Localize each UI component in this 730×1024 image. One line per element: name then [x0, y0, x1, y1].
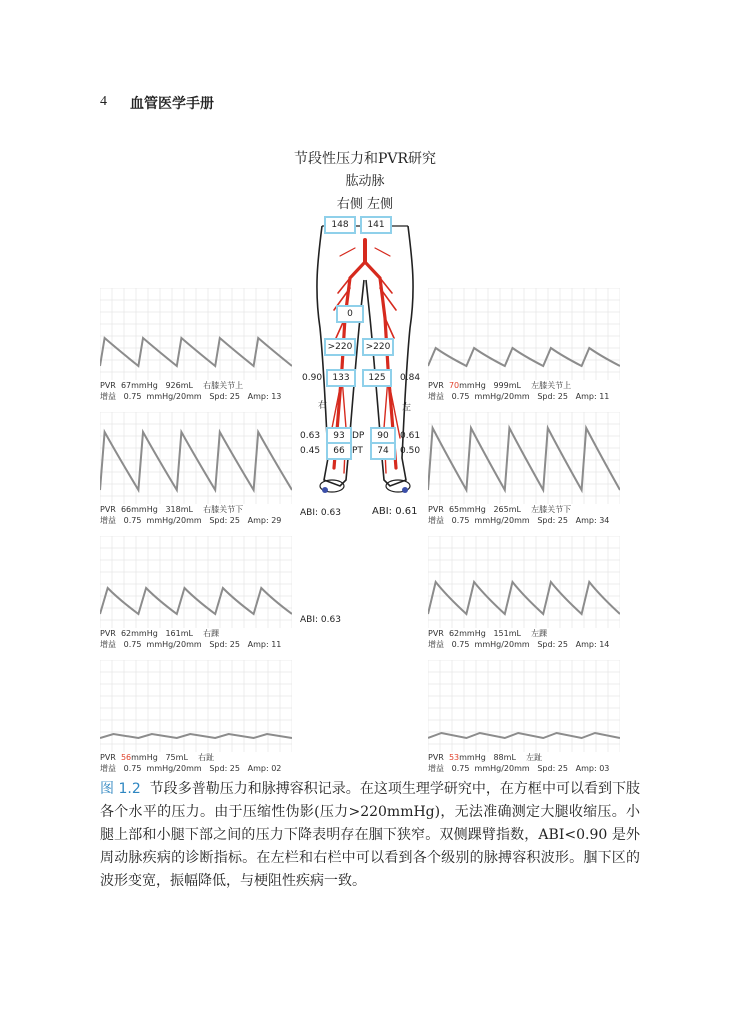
pvr-panel-left-toe	[428, 660, 620, 776]
gain-label: 增益	[428, 640, 444, 649]
abi-left-value: 0.61	[395, 506, 418, 517]
pvr-panel-left-below-knee	[428, 412, 620, 528]
pt-right-box: 66	[326, 442, 352, 460]
gain-value: 0.75	[123, 764, 142, 773]
pvr-site: 右膝关节下	[203, 505, 244, 514]
gain-unit: mmHg/20mm	[474, 392, 530, 401]
gain-unit: mmHg/20mm	[474, 516, 530, 525]
pvr-pressure-value: 53	[448, 753, 460, 762]
abi-mid-label: ABI:	[300, 615, 319, 625]
gain-label: 增益	[428, 392, 444, 401]
below-knee-left-index: 0.84	[400, 373, 421, 383]
abi-right-label: ABI:	[300, 508, 319, 518]
gain-label: 增益	[428, 516, 444, 525]
pvr-site: 左趾	[526, 753, 543, 762]
gain-value: 0.75	[123, 516, 142, 525]
book-title: 血管医学手册	[130, 96, 214, 112]
abi-right-value: 0.63	[320, 508, 341, 518]
right-side-mark: 右	[318, 401, 328, 411]
gain-value: 0.75	[123, 392, 142, 401]
dp-left-index: 0.61	[400, 431, 421, 441]
gain-line	[428, 639, 620, 650]
gain-line	[428, 515, 620, 526]
brachial-right-box: 148	[324, 216, 356, 234]
amplitude-value: Amp: 34	[575, 516, 610, 525]
gain-value: 0.75	[451, 392, 470, 401]
pvr-pressure: 65mmHg	[448, 505, 486, 514]
pvr-site: 右趾	[198, 753, 215, 762]
pvr-volume: 265mL	[493, 505, 521, 514]
amplitude-value: Amp: 02	[247, 764, 282, 773]
amplitude-value: Amp: 13	[247, 392, 282, 401]
below-knee-right-index: 0.90	[302, 373, 323, 383]
speed-value: Spd: 25	[537, 392, 568, 401]
gain-unit: mmHg/20mm	[474, 764, 530, 773]
waveform-chart	[428, 660, 620, 752]
pvr-line	[428, 752, 620, 763]
waveform-chart	[100, 288, 292, 380]
pt-label: PT	[352, 446, 363, 456]
pvr-panel-right-above-knee	[100, 288, 292, 404]
speed-value: Spd: 25	[209, 516, 240, 525]
high-thigh-box: 0	[336, 305, 364, 323]
pt-right-index: 0.45	[300, 446, 321, 456]
pvr-label: PVR	[428, 505, 444, 514]
gain-value: 0.75	[451, 764, 470, 773]
dp-left-box: 90	[370, 427, 396, 445]
pvr-pressure-value: 56	[120, 753, 132, 762]
pvr-pressure-unit: mmHg	[459, 381, 486, 390]
brachial-left-box: 141	[360, 216, 392, 234]
pvr-site: 左膝关节下	[531, 505, 572, 514]
left-side-mark: 左	[402, 403, 412, 413]
pvr-label: PVR	[100, 629, 116, 638]
pvr-line	[100, 504, 292, 515]
pvr-pressure: 67mmHg	[120, 381, 158, 390]
gain-label: 增益	[100, 640, 116, 649]
dp-label: DP	[352, 431, 365, 441]
gain-unit: mmHg/20mm	[146, 764, 202, 773]
figure-caption	[100, 778, 640, 893]
pvr-panel-left-above-knee	[428, 288, 620, 404]
pvr-line	[428, 504, 620, 515]
waveform-chart	[100, 536, 292, 628]
dp-right-index: 0.63	[300, 431, 321, 441]
pvr-line	[428, 628, 620, 639]
pvr-site: 右膝关节上	[203, 381, 244, 390]
gain-line	[100, 391, 292, 402]
pt-left-box: 74	[370, 442, 396, 460]
sides-label: 右侧 左侧	[336, 197, 394, 212]
dp-right-box: 93	[326, 427, 352, 445]
amplitude-value: Amp: 11	[247, 640, 282, 649]
gain-unit: mmHg/20mm	[146, 640, 202, 649]
gain-unit: mmHg/20mm	[474, 640, 530, 649]
gain-label: 增益	[428, 764, 444, 773]
waveform-chart	[428, 288, 620, 380]
speed-value: Spd: 25	[537, 640, 568, 649]
pvr-label: PVR	[428, 381, 444, 390]
gain-unit: mmHg/20mm	[146, 516, 202, 525]
amplitude-value: Amp: 14	[575, 640, 610, 649]
gain-value: 0.75	[123, 640, 142, 649]
gain-line	[428, 763, 620, 774]
below-knee-left-box: 125	[362, 369, 392, 387]
above-knee-right-box: >220	[324, 338, 356, 356]
speed-value: Spd: 25	[209, 764, 240, 773]
below-knee-right-box: 133	[326, 369, 356, 387]
pvr-pressure-value: 70	[448, 381, 460, 390]
pvr-line	[100, 752, 292, 763]
gain-value: 0.75	[451, 516, 470, 525]
figure-subtitle: 肱动脉	[345, 174, 385, 189]
waveform-chart	[100, 660, 292, 752]
pvr-site: 右踝	[203, 629, 220, 638]
above-knee-left-box: >220	[362, 338, 394, 356]
speed-value: Spd: 25	[209, 392, 240, 401]
pvr-volume: 151mL	[493, 629, 521, 638]
page-number: 4	[100, 94, 107, 109]
gain-label: 增益	[100, 392, 116, 401]
pvr-line	[100, 628, 292, 639]
pvr-pressure-unit: mmHg	[131, 753, 158, 762]
pvr-volume: 926mL	[165, 381, 193, 390]
pvr-panel-right-below-knee	[100, 412, 292, 528]
speed-value: Spd: 25	[537, 764, 568, 773]
gain-label: 增益	[100, 516, 116, 525]
gain-line	[428, 391, 620, 402]
pvr-line	[428, 380, 620, 391]
caption-label: 图 1.2	[100, 781, 141, 797]
speed-value: Spd: 25	[209, 640, 240, 649]
pvr-site: 左膝关节上	[531, 381, 572, 390]
abi-left	[372, 506, 417, 517]
amplitude-value: Amp: 11	[575, 392, 610, 401]
abi-right	[300, 508, 341, 518]
gain-label: 增益	[100, 764, 116, 773]
pvr-site: 左踝	[531, 629, 548, 638]
amplitude-value: Amp: 29	[247, 516, 282, 525]
caption-text: 节段多普勒压力和脉搏容积记录。在这项生理学研究中，在方框中可以看到下肢各个水平的压力。由于压缩性伪影(压力>220mmHg)，无法准确测定大腿收缩压。小腿上部和小腿下部之间的压力下降表明存在腘下狭窄。双侧踝臂指数，ABI<0.90 是外周动脉疾病的诊断指标。在左栏和右栏中可以看到各个级别的脉搏容积波形。腘下区的波形变宽，振幅降低，与梗阻性疾病一致。	[100, 781, 641, 889]
pvr-pressure: 62mmHg	[448, 629, 486, 638]
pvr-volume: 999mL	[493, 381, 521, 390]
pvr-pressure: 66mmHg	[120, 505, 158, 514]
gain-value: 0.75	[451, 640, 470, 649]
abi-mid-value: 0.63	[320, 615, 341, 625]
legs-illustration	[300, 218, 430, 500]
gain-line	[100, 639, 292, 650]
abi-left-label: ABI:	[372, 506, 393, 517]
pvr-volume: 88mL	[493, 753, 516, 762]
gain-line	[100, 515, 292, 526]
pvr-panel-right-ankle	[100, 536, 292, 652]
pvr-volume: 75mL	[165, 753, 188, 762]
pvr-panel-left-ankle	[428, 536, 620, 652]
pt-left-index: 0.50	[400, 446, 421, 456]
pvr-label: PVR	[100, 753, 116, 762]
pvr-panel-right-toe	[100, 660, 292, 776]
waveform-chart	[100, 412, 292, 504]
pvr-label: PVR	[100, 381, 116, 390]
pvr-label: PVR	[428, 629, 444, 638]
waveform-chart	[428, 536, 620, 628]
gain-line	[100, 763, 292, 774]
pvr-pressure: 62mmHg	[120, 629, 158, 638]
pvr-line	[100, 380, 292, 391]
pvr-pressure-unit: mmHg	[459, 753, 486, 762]
waveform-chart	[428, 412, 620, 504]
pvr-label: PVR	[100, 505, 116, 514]
amplitude-value: Amp: 03	[575, 764, 610, 773]
figure-title: 节段性压力和PVR研究	[293, 151, 437, 167]
gain-unit: mmHg/20mm	[146, 392, 202, 401]
pvr-label: PVR	[428, 753, 444, 762]
pvr-volume: 318mL	[165, 505, 193, 514]
pvr-volume: 161mL	[165, 629, 193, 638]
speed-value: Spd: 25	[537, 516, 568, 525]
abi-mid	[300, 615, 341, 625]
